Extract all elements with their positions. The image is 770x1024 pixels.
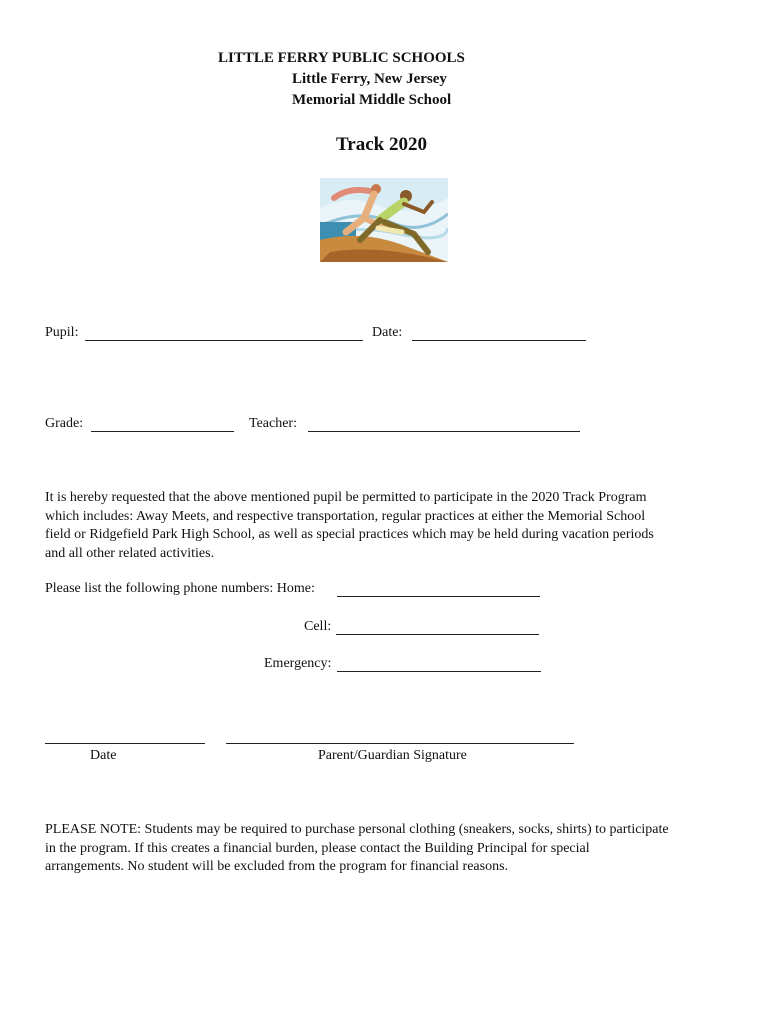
- permission-line: which includes: Away Meets, and respective transportation, regular practices at either the Memorial School: [45, 508, 646, 524]
- pupil-label: Pupil:: [45, 325, 79, 340]
- permission-line: It is hereby requested that the above mentioned pupil be permitted to participate in the 2020 Track Program: [45, 490, 647, 505]
- teacher-field[interactable]: [308, 431, 580, 432]
- district-name: LITTLE FERRY PUBLIC SCHOOLS: [218, 50, 465, 66]
- parent-signature-label: Parent/Guardian Signature: [318, 748, 467, 763]
- grade-field[interactable]: [91, 431, 234, 432]
- school-name: Memorial Middle School: [292, 92, 452, 108]
- form-title: Track 2020: [336, 134, 427, 155]
- cell-phone-label: Cell:: [304, 619, 332, 634]
- teacher-label: Teacher:: [249, 416, 297, 431]
- emergency-phone-label: Emergency:: [264, 656, 332, 671]
- note-paragraph: [45, 821, 669, 877]
- date-field[interactable]: [412, 340, 586, 341]
- grade-label: Grade:: [45, 416, 84, 431]
- district-location: Little Ferry, New Jersey: [292, 71, 447, 87]
- permission-paragraph: [45, 489, 654, 563]
- permission-line: field or Ridgefield Park High School, as well as special practices which may be held during vacation periods: [45, 527, 654, 542]
- note-line: PLEASE NOTE: Students may be required to purchase personal clothing (sneakers, socks, shirts) to participate: [45, 822, 669, 837]
- phone-intro-label: Please list the following phone numbers: Home:: [45, 581, 315, 596]
- pupil-field[interactable]: [85, 340, 363, 341]
- cell-phone-field[interactable]: [336, 634, 539, 635]
- date-label: Date:: [372, 325, 403, 340]
- parent-signature-field[interactable]: [226, 743, 574, 744]
- note-line: arrangements. No student will be excluded from the program for financial reasons.: [45, 859, 509, 874]
- note-line: in the program. If this creates a financial burden, please contact the Building Principal for special: [45, 840, 590, 856]
- runners-icon: [320, 178, 448, 262]
- permission-line: and all other related activities.: [45, 545, 215, 561]
- emergency-phone-field[interactable]: [337, 671, 541, 672]
- signature-date-field[interactable]: [45, 743, 205, 744]
- signature-date-label: Date: [90, 748, 117, 763]
- home-phone-field[interactable]: [337, 596, 540, 597]
